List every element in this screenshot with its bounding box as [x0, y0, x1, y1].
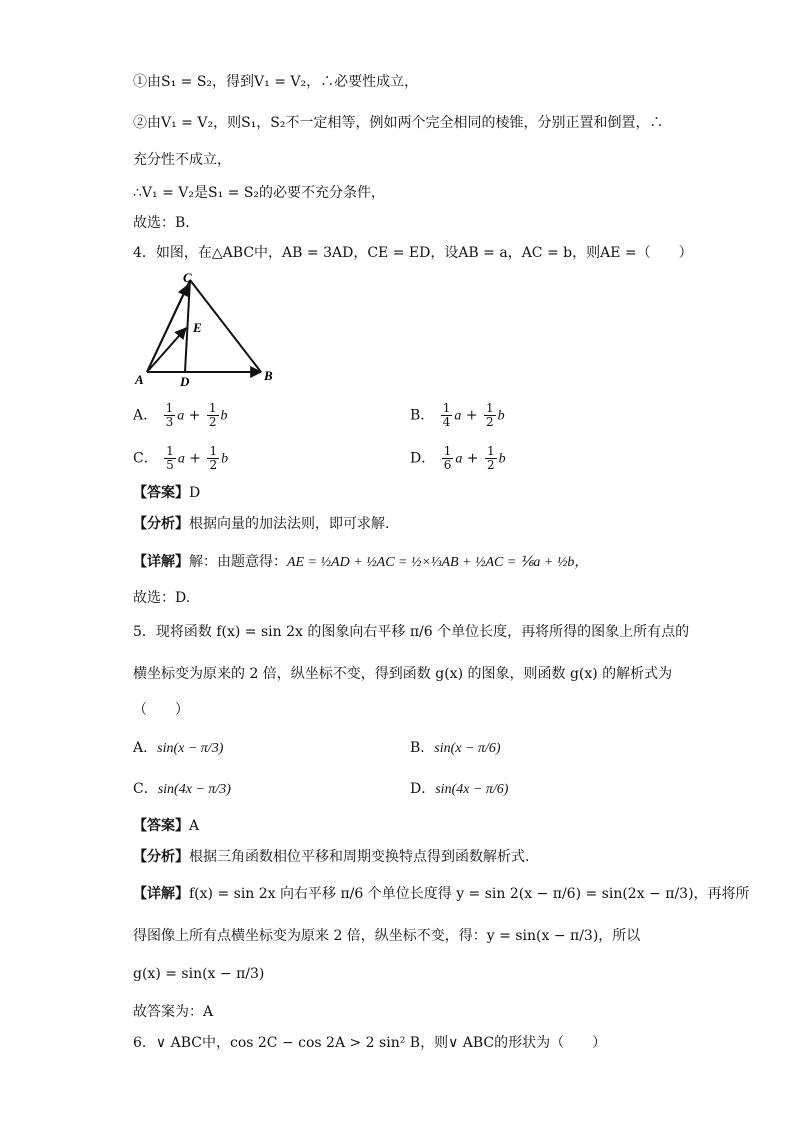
q4-option-c[interactable]: C． $\frac{1}{5}$ a + $\frac{1}{2}$ b — [133, 444, 229, 472]
q4-analysis: 【分析】根据向量的加法法则，即可求解. — [133, 516, 390, 532]
q5-detail-3: g(x) = sin(x − π/3) — [133, 966, 265, 982]
label-a: A — [135, 372, 144, 387]
q5-analysis: 【分析】根据三角函数相位平移和周期变换特点得到函数解析式. — [133, 849, 530, 865]
solution-line-5: 故选：B． — [133, 215, 200, 231]
solution-line-1: ①由S₁ = S₂，得到V₁ = V₂，∴必要性成立， — [133, 74, 419, 90]
segment-cd — [185, 280, 190, 372]
q4-end: 故选：D. — [133, 590, 191, 606]
q5-answer: 【答案】A — [133, 818, 200, 834]
q5-option-b[interactable]: B．sin(x − π/6) — [410, 740, 501, 756]
vector-ae — [147, 328, 186, 372]
label-e: E — [193, 320, 202, 335]
q4-option-d[interactable]: D． $\frac{1}{6}$ a + $\frac{1}{2}$ b — [410, 444, 506, 472]
q5-detail-1: 【详解】f(x) = sin 2x 向右平移 π/6 个单位长度得 y = sin 2(x − π/6) = sin(2x − π/3)，再将所 — [133, 886, 750, 902]
label-b: B — [264, 368, 273, 383]
q6-stem: 6．∨ ABC中，cos 2C − cos 2A > 2 sin² B，则∨ ABC的形状为（ ） — [133, 1035, 607, 1051]
q5-stem-3: （ ） — [133, 702, 189, 718]
q4-detail: 【详解】解：由题意得：AE = ½AD + ½AC = ½×⅓AB + ½AC = ⅙a + ½b， — [133, 554, 589, 570]
solution-line-4: ∴V₁ = V₂是S₁ = S₂的必要不充分条件， — [133, 185, 386, 201]
label-d: D — [180, 374, 190, 389]
q4-option-b[interactable]: B． $\frac{1}{4}$ a + $\frac{1}{2}$ b — [410, 401, 505, 429]
vector-ac — [147, 285, 188, 372]
q4-stem: 4．如图，在△ABC中，AB = 3AD，CE = ED，设AB = a，AC = b，则AE =（ ） — [133, 245, 693, 261]
q5-stem-2: 横坐标变为原来的 2 倍，纵坐标不变，得到函数 g(x) 的图象，则函数 g(x) 的解析式为 — [133, 666, 673, 682]
triangle-figure — [133, 268, 283, 390]
q4-answer: 【答案】D — [133, 485, 201, 501]
q5-end: 故答案为：A — [133, 1004, 214, 1020]
q5-detail-2: 得图像上所有点横坐标变为原来 2 倍，纵坐标不变，得：y = sin(x − π/3)，所以 — [133, 928, 641, 944]
q5-option-a[interactable]: A．sin(x − π/3) — [133, 740, 224, 756]
solution-line-3: 充分性不成立， — [133, 152, 231, 168]
q5-option-c[interactable]: C．sin(4x − π/3) — [133, 781, 231, 797]
q5-option-d[interactable]: D．sin(4x − π/6) — [410, 781, 509, 797]
q5-stem-1: 5．现将函数 f(x) = sin 2x 的图象向右平移 π/6 个单位长度，再将所得的图象上所有点的 — [133, 624, 690, 640]
solution-line-2: ②由V₁ = V₂，则S₁，S₂不一定相等，例如两个完全相同的棱锥，分别正置和倒置，∴ — [133, 115, 664, 131]
label-c: C — [183, 270, 192, 285]
q4-option-a[interactable]: A． $\frac{1}{3}$ a + $\frac{1}{2}$ b — [133, 401, 228, 429]
